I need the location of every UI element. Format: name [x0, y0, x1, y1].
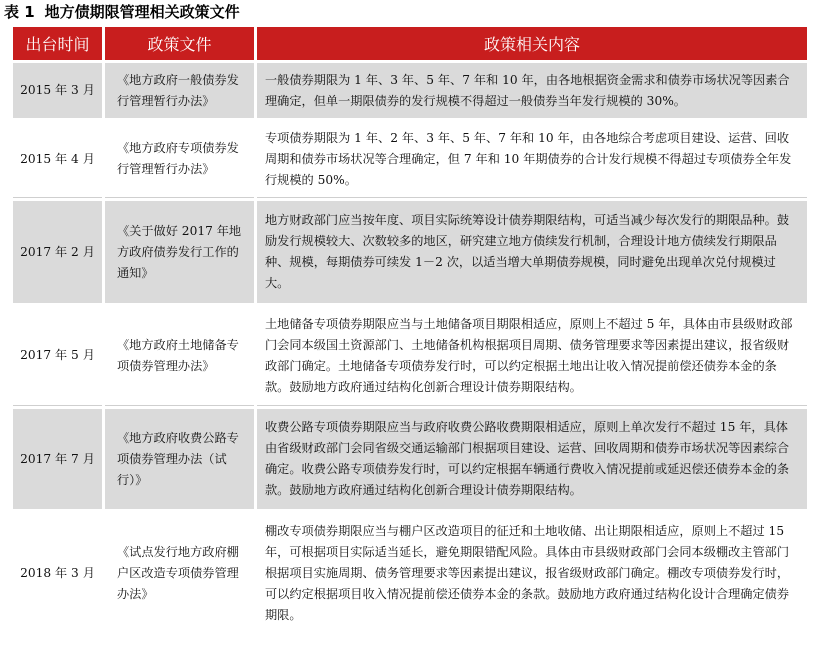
cell-document: 《地方政府收费公路专项债券管理办法（试行）》: [105, 409, 254, 509]
cell-document: 《地方政府专项债券发行管理暂行办法》: [105, 121, 254, 198]
cell-document: 《地方政府土地储备专项债券管理办法》: [105, 306, 254, 406]
policy-table: [10, 24, 810, 637]
table-row: [13, 306, 807, 406]
table-row: [13, 121, 807, 198]
table-title: 地方债期限管理相关政策文件: [44, 3, 240, 21]
header-time: 出台时间: [13, 27, 102, 60]
cell-content: 地方财政部门应当按年度、项目实际统筹设计债券期限结构，可适当减少每次发行的期限品种。鼓励发行规模较大、次数较多的地区，研究建立地方债续发行机制，合理设计地方债续发行期限品种、规模，每期债券可续发 1－2 次，以适当增大单期债券规模，同时避免出现单次兑付规模过大。: [257, 201, 807, 303]
cell-document: 《关于做好 2017 年地方政府债券发行工作的通知》: [105, 201, 254, 303]
table-row: [13, 409, 807, 509]
table-row: [13, 63, 807, 118]
cell-time: 2017 年 2 月: [13, 201, 102, 303]
cell-content: 专项债券期限为 1 年、2 年、3 年、5 年、7 年和 10 年，由各地综合考虑项目建设、运营、回收周期和债券市场状况等合理确定，但 7 年和 10 年期债券的合计发行规模不得超过专项债券全年发行规模的 50%。: [257, 121, 807, 198]
cell-document: 《试点发行地方政府棚户区改造专项债券管理办法》: [105, 512, 254, 634]
cell-time: 2017 年 5 月: [13, 306, 102, 406]
table-number: 表 1: [4, 3, 35, 21]
cell-time: 2015 年 4 月: [13, 121, 102, 198]
header-document: 政策文件: [105, 27, 254, 60]
cell-content: 土地储备专项债券期限应当与土地储备项目期限相适应，原则上不超过 5 年，具体由市县级财政部门会同本级国土资源部门、土地储备机构根据项目周期、债务管理要求等因素提出建议，报省级财政部门确定。土地储备专项债券发行时，可以约定根据土地出让收入情况提前偿还债券本金的条款。鼓励地方政府通过结构化创新合理设计债券期限结构。: [257, 306, 807, 406]
table-row: [13, 201, 807, 303]
cell-document: 《地方政府一般债券发行管理暂行办法》: [105, 63, 254, 118]
cell-time: 2018 年 3 月: [13, 512, 102, 634]
cell-time: 2017 年 7 月: [13, 409, 102, 509]
table-caption: [4, 2, 240, 22]
cell-content: 棚改专项债券期限应当与棚户区改造项目的征迁和土地收储、出让期限相适应，原则上不超过 15 年，可根据项目实际适当延长，避免期限错配风险。具体由市县级财政部门会同本级棚改主管部门根据项目实施周期、债务管理要求等因素提出建议，报省级财政部门确定。棚改专项债券发行时，可以约定根据项目收入情况提前偿还债券本金的条款。鼓励地方政府通过结构化设计合理确定债券期限。: [257, 512, 807, 634]
cell-time: 2015 年 3 月: [13, 63, 102, 118]
header-content: 政策相关内容: [257, 27, 807, 60]
cell-content: 收费公路专项债券期限应当与政府收费公路收费期限相适应，原则上单次发行不超过 15 年，具体由省级财政部门会同省级交通运输部门根据项目建设、运营、回收周期和债券市场状况等因素综合确定。收费公路专项债券发行时，可以约定根据车辆通行费收入情况提前或延迟偿还债券本金的条款。鼓励地方政府通过结构化创新合理设计债券期限结构。: [257, 409, 807, 509]
cell-content: 一般债券期限为 1 年、3 年、5 年、7 年和 10 年，由各地根据资金需求和债券市场状况等因素合理确定，但单一期限债券的发行规模不得超过一般债券当年发行规模的 30%。: [257, 63, 807, 118]
header-row: [13, 27, 807, 60]
table-row: [13, 512, 807, 634]
